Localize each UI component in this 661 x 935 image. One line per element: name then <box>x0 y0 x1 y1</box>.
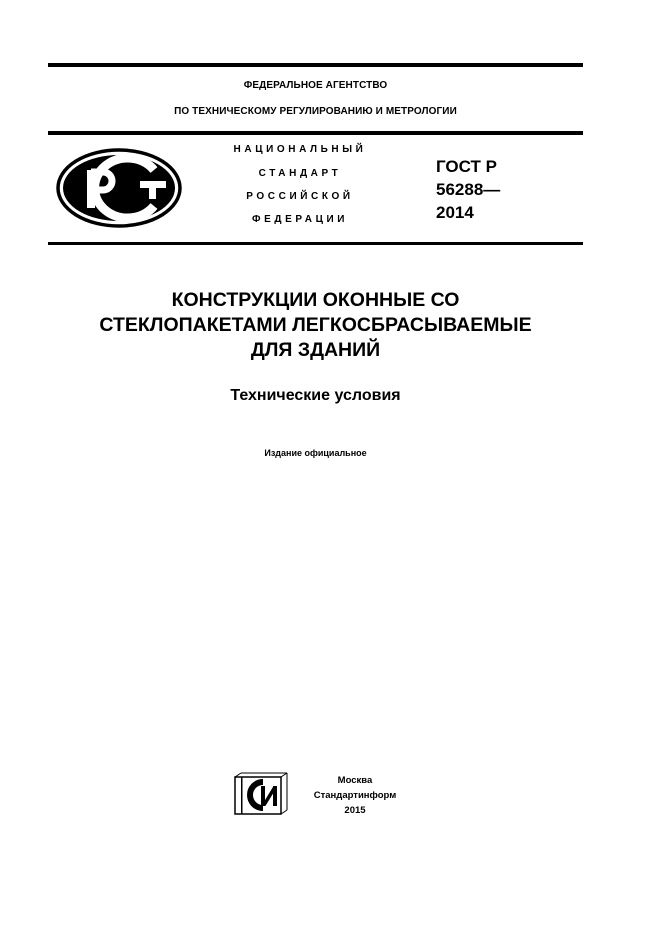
publisher-name: Стандартинформ <box>313 790 397 801</box>
header-bottom-rule <box>48 242 583 245</box>
rst-certification-mark-icon <box>56 148 182 228</box>
publisher-block <box>300 773 410 818</box>
publisher-year: 2015 <box>344 805 366 816</box>
gost-line-3: 2014 <box>436 203 474 222</box>
standartinform-logo-icon <box>233 772 289 818</box>
title-line-1: КОНСТРУКЦИИ ОКОННЫЕ СО <box>171 289 460 311</box>
gost-line-2: 56288— <box>436 180 501 199</box>
national-standard-line-1: НАЦИОНАЛЬНЫЙ <box>233 144 367 155</box>
gost-line-1: ГОСТ Р <box>436 157 497 176</box>
publisher-city: Москва <box>337 775 373 786</box>
document-subtitle: Технические условия <box>230 387 401 404</box>
national-standard-line-2: СТАНДАРТ <box>258 168 342 179</box>
title-line-3: ДЛЯ ЗДАНИЙ <box>250 339 381 361</box>
top-rule <box>48 63 583 67</box>
gost-designation <box>436 155 500 224</box>
header-rule <box>48 131 583 135</box>
agency-line-1: ФЕДЕРАЛЬНОЕ АГЕНТСТВО <box>243 80 388 91</box>
national-standard-line-3: РОССИЙСКОЙ <box>246 191 354 202</box>
document-title <box>48 288 583 363</box>
edition-note: Издание официальное <box>264 448 367 458</box>
title-line-2: СТЕКЛОПАКЕТАМИ ЛЕГКОСБРАСЫВАЕМЫЕ <box>99 314 532 336</box>
agency-line-2: ПО ТЕХНИЧЕСКОМУ РЕГУЛИРОВАНИЮ И МЕТРОЛОГИИ <box>174 106 457 117</box>
national-standard-line-4: ФЕДЕРАЦИИ <box>251 214 349 225</box>
